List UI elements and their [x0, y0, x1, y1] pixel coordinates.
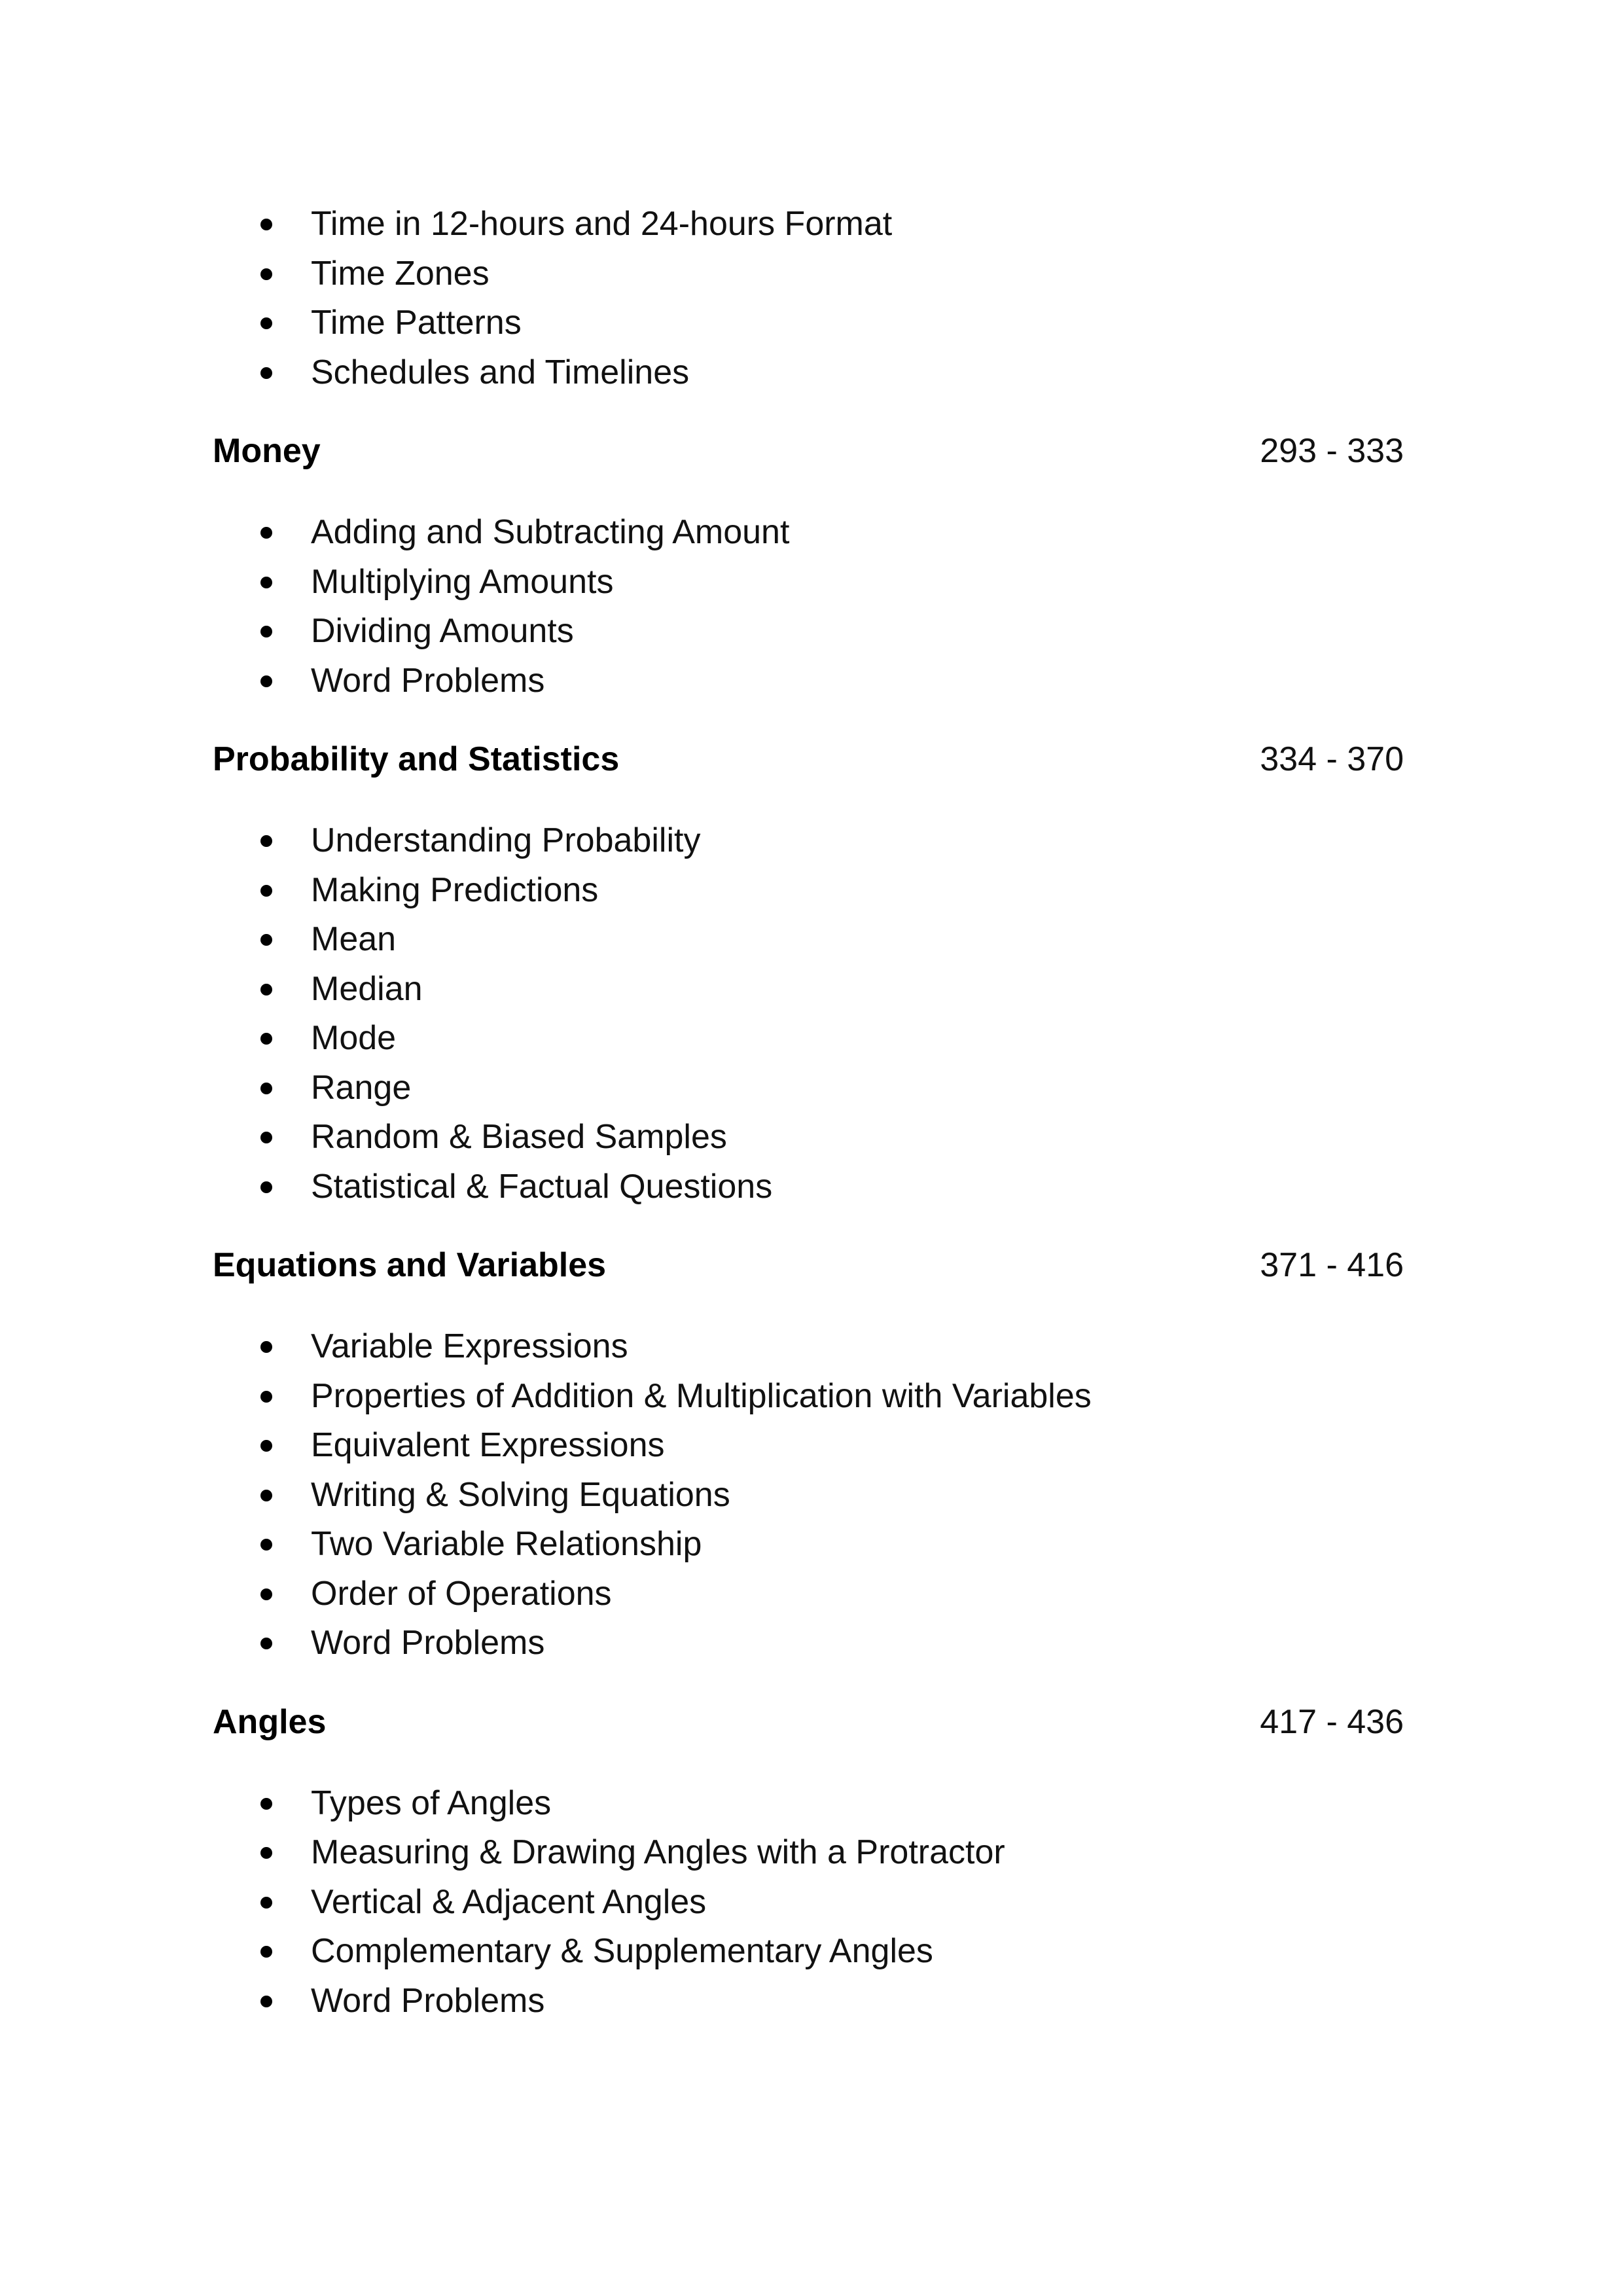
section-title: Angles: [213, 1702, 327, 1741]
list-item: Complementary & Supplementary Angles: [311, 1927, 1404, 1977]
list-item: Multiplying Amounts: [311, 558, 1404, 607]
list-item: Equivalent Expressions: [311, 1421, 1404, 1471]
section-page-range: 293 - 333: [1260, 432, 1404, 470]
section-header-equations-variables: [213, 1246, 1404, 1285]
list-item: Range: [311, 1064, 1404, 1113]
list-item: Mode: [311, 1014, 1404, 1064]
list-item: Word Problems: [311, 656, 1404, 706]
section-topic-list-equations-variables: [213, 1322, 1404, 1668]
section-topic-list-angles: [213, 1779, 1404, 2026]
table-of-contents: [213, 200, 1404, 2026]
list-item: Word Problems: [311, 1977, 1404, 2026]
list-item: Time Patterns: [311, 298, 1404, 348]
section-page-range: 371 - 416: [1260, 1246, 1404, 1284]
section-title: Money: [213, 432, 321, 470]
list-item: Time in 12-hours and 24-hours Format: [311, 200, 1404, 249]
section-header-probability-statistics: [213, 740, 1404, 779]
list-item: Measuring & Drawing Angles with a Protractor: [311, 1828, 1404, 1878]
list-item: Statistical & Factual Questions: [311, 1162, 1404, 1212]
list-item: Dividing Amounts: [311, 607, 1404, 656]
list-item: Median: [311, 965, 1404, 1014]
section-page-range: 334 - 370: [1260, 740, 1404, 778]
section-title: Equations and Variables: [213, 1246, 607, 1284]
section-page-range: 417 - 436: [1260, 1702, 1404, 1741]
list-item: Time Zones: [311, 249, 1404, 299]
intro-topic-list: [213, 200, 1404, 397]
list-item: Adding and Subtracting Amount: [311, 508, 1404, 558]
list-item: Two Variable Relationship: [311, 1520, 1404, 1570]
list-item: Making Predictions: [311, 866, 1404, 916]
section-header-money: [213, 431, 1404, 471]
section-title: Probability and Statistics: [213, 740, 620, 778]
list-item: Word Problems: [311, 1619, 1404, 1668]
section-topic-list-probability-statistics: [213, 816, 1404, 1211]
list-item: Random & Biased Samples: [311, 1113, 1404, 1162]
list-item: Order of Operations: [311, 1570, 1404, 1619]
list-item: Mean: [311, 915, 1404, 965]
list-item: Understanding Probability: [311, 816, 1404, 866]
list-item: Writing & Solving Equations: [311, 1471, 1404, 1520]
list-item: Types of Angles: [311, 1779, 1404, 1829]
list-item: Properties of Addition & Multiplication with Variables: [311, 1372, 1404, 1422]
section-topic-list-money: [213, 508, 1404, 706]
list-item: Vertical & Adjacent Angles: [311, 1878, 1404, 1928]
section-header-angles: [213, 1702, 1404, 1742]
list-item: Schedules and Timelines: [311, 348, 1404, 398]
list-item: Variable Expressions: [311, 1322, 1404, 1372]
